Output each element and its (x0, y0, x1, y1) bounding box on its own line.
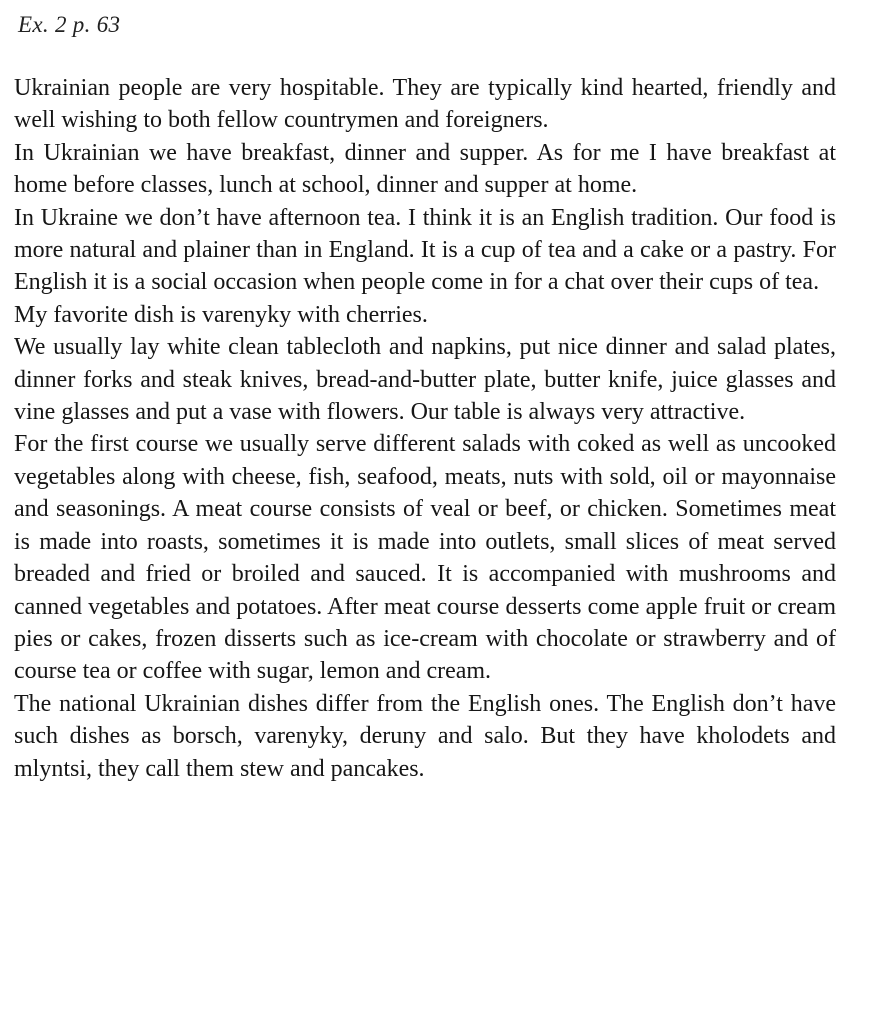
paragraph-afternoon-tea: In Ukraine we don’t have afternoon tea. I think it is an English tradition. Our food is more natural and plainer than in England. It is a cup of tea and a cake or a pastry. For English it is a social occasion when people come in for a chat over their cups of tea. (14, 204, 836, 296)
paragraph-table-setting: We usually lay white clean tablecloth and napkins, put nice dinner and salad plates, dinner forks and steak knives, bread-and-butter plate, butter knife, juice glasses and vine glasses and put a vase with flowers. Our table is always very attractive. (14, 334, 836, 426)
paragraph-courses: For the first course we usually serve different salads with coked as well as uncooked vegetables along with cheese, fish, seafood, meats, nuts with sold, oil or mayonnaise and seasonings. A meat course consists of veal or beef, or chicken. Sometimes meat is made into roasts, sometimes it is made into outlets, small slices of meat served breaded and fried or broiled and sauced. It is accompanied with mushrooms and canned vegetables and potatoes. After meat course desserts come apple fruit or cream pies or cakes, frozen disserts such as ice-cream with chocolate or strawberry and of course tea or coffee with sugar, lemon and cream. (14, 431, 836, 685)
body-text (14, 72, 836, 785)
paragraph-favorite-dish: My favorite dish is varenyky with cherries. (14, 301, 428, 328)
paragraph-meals: In Ukrainian we have breakfast, dinner and supper. As for me I have breakfast at home before classes, lunch at school, dinner and supper at home. (14, 139, 836, 199)
exercise-reference: Ex. 2 p. 63 (18, 12, 121, 37)
paragraph-hospitality: Ukrainian people are very hospitable. They are typically kind hearted, friendly and well wishing to both fellow countrymen and foreigners. (14, 75, 836, 134)
paragraph-national-dishes: The national Ukrainian dishes differ from the English ones. The English don’t have such dishes as borsch, varenyky, deruny and salo. But they have kholodets and mlyntsi, they call them stew and pancakes. (14, 690, 836, 782)
